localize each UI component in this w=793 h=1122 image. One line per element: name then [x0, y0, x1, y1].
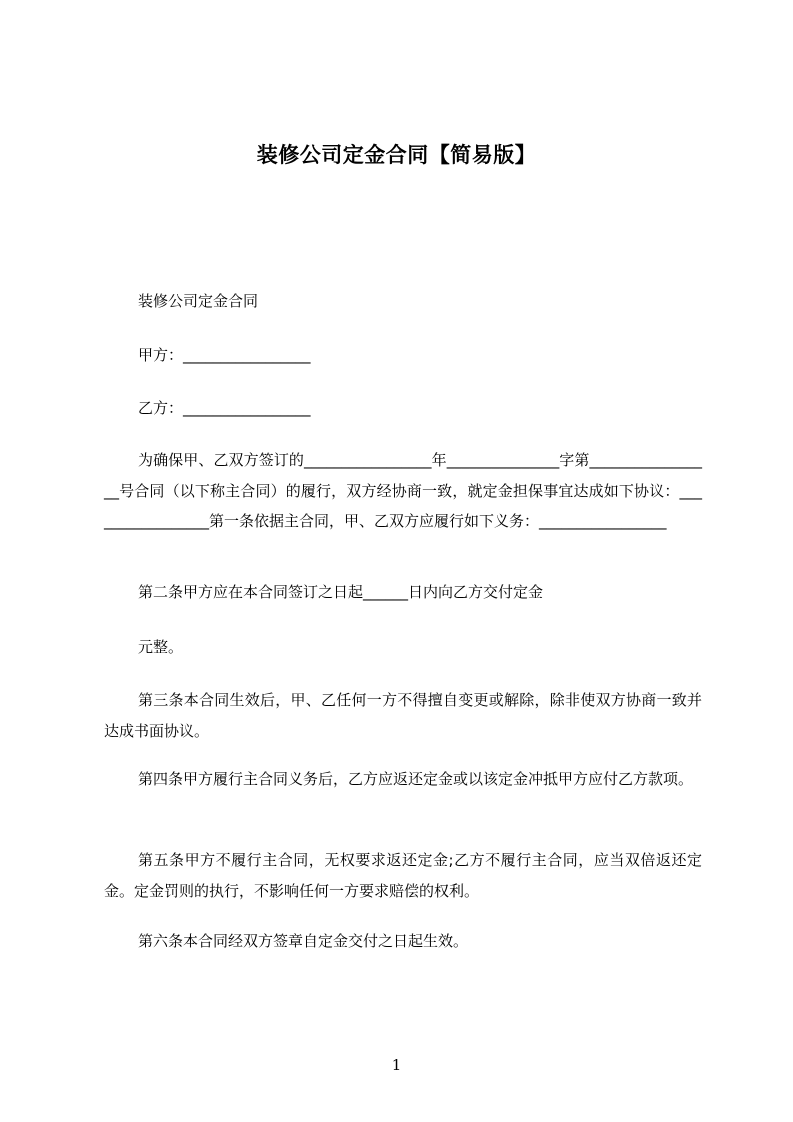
document-title: 装修公司定金合同【简易版】	[256, 143, 537, 167]
clause-4: 第四条甲方履行主合同义务后，乙方应返还定金或以该定金冲抵甲方应付乙方款项。	[138, 770, 694, 788]
page-number: 1	[391, 1056, 402, 1074]
clause-3: 第三条本合同生效后，甲、乙任何一方不得擅自变更或解除，除非使双方协商一致并达成书面协议。	[104, 691, 702, 740]
clause-2-amount: 元整。	[138, 638, 184, 656]
party-a-line: 甲方：_________________	[138, 346, 311, 364]
clause-5: 第五条甲方不履行主合同，无权要求返还定金;乙方不履行主合同，应当双倍返还定金。定金罚则的执行，不影响任何一方要求赔偿的权利。	[104, 851, 702, 900]
party-b-line: 乙方：_________________	[138, 399, 311, 417]
clause-2: 第二条甲方应在本合同签订之日起______日内向乙方交付定金	[138, 583, 544, 601]
contract-heading: 装修公司定金合同	[138, 292, 259, 310]
clause-preamble: 为确保甲、乙双方签订的_________________年_______________字第_________________号合同（以下称主合同）的履行，双方经协商一致，就定金担保事宜达成如下协议：_________________第一条依据主合同，甲、乙双方应履行如下义务：_________________	[104, 451, 702, 530]
clause-6: 第六条本合同经双方签章自定金交付之日起生效。	[138, 932, 469, 950]
